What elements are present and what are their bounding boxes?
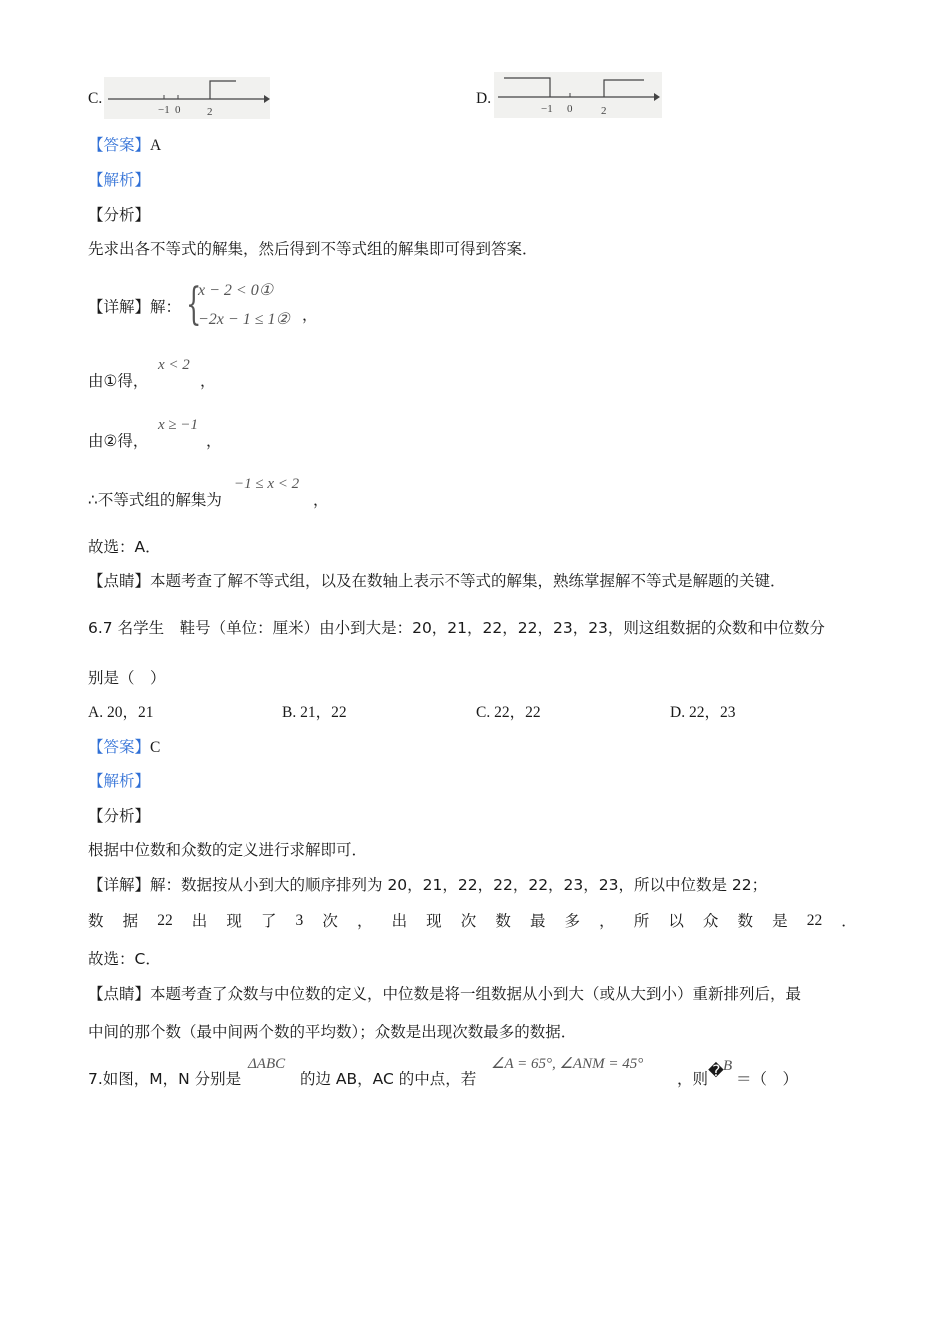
q5-step1-lead: 由①得，	[88, 372, 149, 390]
q7-missing-glyph: �	[708, 1062, 724, 1080]
system-eq2: −2x − 1 ≤ 1②	[198, 311, 290, 328]
tick-label-2: 2	[207, 106, 213, 118]
q7-triangle-math: ΔABC	[248, 1056, 286, 1072]
q6-stem-line1: 6.7 名学生 鞋号（单位：厘米）由小到大是：20，21，22，22，23，23，则这组数据的众数和中位数分	[88, 619, 825, 637]
tick-label-neg1: −1	[541, 103, 553, 115]
token: 次	[460, 912, 477, 930]
q5-step2-end: ，	[206, 432, 222, 450]
token: 数	[737, 912, 754, 930]
q5-detail-lead	[88, 296, 181, 318]
ray-left-from-neg1	[504, 78, 550, 97]
q5-step3-math: −1 ≤ x < 2	[234, 476, 300, 492]
token: 据	[122, 912, 139, 930]
token: 22	[157, 912, 173, 929]
axis-arrow	[264, 95, 270, 103]
q6-analysis-tag: 【解析】	[88, 772, 151, 790]
token: 众	[702, 912, 719, 930]
token: 数	[495, 912, 511, 930]
q5-step3-end: ，	[313, 491, 329, 509]
q6-answer-line	[88, 736, 160, 759]
q5-step2-math: x ≥ −1	[158, 417, 199, 433]
q6-option-d: D. 22，23	[670, 704, 736, 721]
token: 现	[426, 912, 442, 930]
q7-angle-b-math: B	[723, 1058, 733, 1074]
q7-mid: 的边 AB，AC 的中点，若	[300, 1070, 477, 1088]
detail-text: 解：数据按从小到大的顺序排列为 20，21，22，22，22，23，23，所以中位数是 22；	[150, 876, 768, 894]
q5-analysis-tag: 【解析】	[88, 171, 151, 189]
answer-value: A	[150, 137, 162, 154]
tick-label-2: 2	[601, 105, 607, 117]
tick-label-neg1: −1	[158, 104, 170, 116]
q5-choose: 故选：A．	[88, 538, 161, 556]
q6-detail-line1	[88, 874, 767, 896]
token: ．	[841, 912, 857, 930]
number-line-c-svg	[104, 77, 270, 119]
q6-detail-line2	[88, 910, 857, 932]
comment-tag: 【点睛】	[88, 985, 151, 1003]
q6-fenxi-text: 根据中位数和众数的定义进行求解即可．	[88, 841, 368, 859]
q5-fenxi-tag: 【分析】	[88, 206, 151, 224]
q7-comma: ，则	[677, 1070, 709, 1088]
detail-tag: 【详解】	[88, 298, 151, 316]
q6-option-c: C. 22，22	[476, 704, 541, 721]
token: 了	[260, 912, 277, 930]
token: 次	[322, 912, 338, 930]
token: 所	[633, 912, 650, 930]
option-c-label: C.	[88, 90, 103, 107]
token: 3	[295, 912, 304, 929]
token: 22	[806, 912, 823, 929]
q6-option-b: B. 21，22	[282, 704, 347, 721]
system-end: ，	[302, 306, 318, 324]
q5-step2-lead: 由②得，	[88, 432, 149, 450]
token: 多	[564, 912, 581, 930]
comment-tag: 【点睛】	[88, 572, 151, 590]
q5-step1-math: x < 2	[158, 357, 190, 373]
ray-right-from-2	[604, 80, 644, 97]
q5-fenxi-text: 先求出各不等式的解集，然后得到不等式组的解集即可得到答案．	[88, 240, 538, 258]
q6-comment-line1	[88, 983, 801, 1005]
q7-angles-math: ∠A = 65°, ∠ANM = 45°	[491, 1056, 644, 1072]
number-line-d-svg	[494, 72, 662, 118]
q5-step3-lead: ∴不等式组的解集为	[88, 491, 222, 509]
token: 以	[668, 912, 684, 930]
tick-label-0: 0	[567, 103, 573, 115]
answer-tag: 【答案】	[88, 136, 151, 154]
q6-fenxi-tag: 【分析】	[88, 807, 151, 825]
token: 出	[391, 912, 408, 930]
option-d-number-line-figure	[494, 72, 662, 118]
comment-text1: 本题考查了众数与中位数的定义，中位数是将一组数据从小到大（或从大到小）重新排列后，最	[150, 985, 802, 1003]
option-c-number-line-figure	[104, 77, 270, 119]
token: 出	[191, 912, 208, 930]
q6-stem-line2: 别是（ ）	[88, 669, 166, 687]
q7-tail: ＝（ ）	[736, 1070, 799, 1088]
system-eq1: x − 2 < 0①	[198, 282, 274, 299]
q7-lead: 7.如图，M，N 分别是	[88, 1070, 242, 1088]
detail-tag: 【详解】	[88, 876, 151, 894]
q6-comment-line2: 中间的那个数（最中间两个数的平均数）；众数是出现次数最多的数据．	[88, 1023, 577, 1041]
token: 现	[226, 912, 242, 930]
token: 是	[772, 912, 788, 930]
comment-text: 本题考查了解不等式组，以及在数轴上表示不等式的解集，熟练掌握解不等式是解题的关键．	[150, 572, 786, 590]
q5-step1-end: ，	[200, 372, 216, 390]
tick-label-0: 0	[175, 104, 181, 116]
token: ，	[599, 912, 615, 930]
q5-comment	[88, 570, 786, 592]
token: 数	[88, 912, 104, 930]
ray-right-from-2	[210, 81, 236, 99]
token: ，	[356, 912, 373, 930]
q5-answer-line	[88, 134, 161, 157]
system-brace: {	[186, 279, 202, 330]
q6-option-a: A. 20，21	[88, 704, 154, 721]
answer-tag: 【答案】	[88, 738, 151, 756]
detail-lead: 解：	[150, 298, 182, 316]
token: 最	[529, 912, 546, 930]
axis-arrow	[654, 93, 660, 101]
q6-detail-line3: 故选：C．	[88, 950, 161, 968]
option-d-label: D.	[476, 90, 492, 107]
answer-value: C	[150, 739, 161, 756]
